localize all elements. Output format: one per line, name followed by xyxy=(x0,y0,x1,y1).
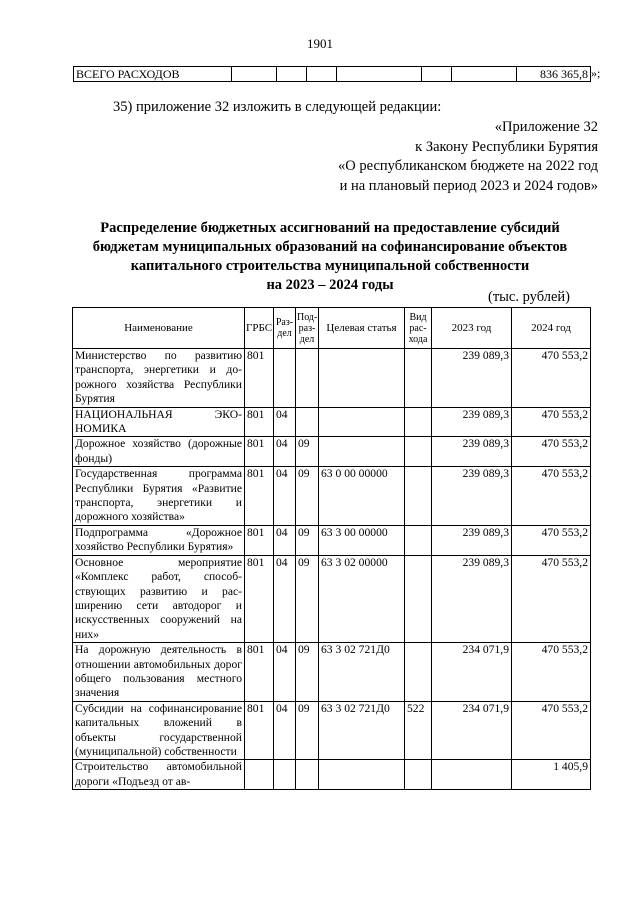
previous-table-fragment xyxy=(73,66,591,82)
row-podrazdel xyxy=(296,349,319,408)
row-name: Субсидии на софинансирование капитальных вложений в объекты государственной (муниципальной) собственности xyxy=(73,701,245,760)
row-podrazdel: 09 xyxy=(296,643,319,702)
table-row xyxy=(73,407,591,437)
row-target: 63 3 00 00000 xyxy=(319,525,405,555)
row-2023: 239 089,3 xyxy=(432,467,512,526)
total-label: ВСЕГО РАСХОДОВ xyxy=(74,67,232,82)
row-name: Дорожное хозяйство (дорожные фонды) xyxy=(73,437,245,467)
row-2024: 470 553,2 xyxy=(512,701,591,760)
table-row xyxy=(73,760,591,790)
row-podrazdel xyxy=(296,407,319,437)
row-name: Подпрограмма «Дорожное хозяйство Республики Бурятия» xyxy=(73,525,245,555)
row-razdel: 04 xyxy=(274,437,296,467)
table-row xyxy=(73,349,591,408)
total-value: 836 365,8 xyxy=(517,67,591,82)
col-2024: 2024 год xyxy=(512,308,591,349)
row-vid: 522 xyxy=(405,701,432,760)
row-2024: 470 553,2 xyxy=(512,437,591,467)
total-row xyxy=(74,67,591,82)
row-2023: 239 089,3 xyxy=(432,437,512,467)
title-line-1: Распределение бюджетных ассигнований на предоставление субсидий xyxy=(100,220,560,236)
row-podrazdel: 09 xyxy=(296,467,319,526)
row-grbs: 801 xyxy=(245,437,274,467)
col-podrazdel: Под-раз-дел xyxy=(296,308,319,349)
title-line-3: капитального строительства муниципальной собственности xyxy=(130,258,530,274)
row-name: Строительство автомобильной дороги «Подъезд от ав- xyxy=(73,760,245,790)
row-vid xyxy=(405,467,432,526)
table-row xyxy=(73,555,591,642)
col-2023: 2023 год xyxy=(432,308,512,349)
table-header-row xyxy=(73,308,591,349)
row-2024: 1 405,9 xyxy=(512,760,591,790)
appendix-line-1: «Приложение 32 xyxy=(494,119,598,135)
units-label: (тыс. рублей) xyxy=(488,289,570,305)
table-row xyxy=(73,643,591,702)
row-2023 xyxy=(432,760,512,790)
row-grbs: 801 xyxy=(245,643,274,702)
row-target xyxy=(319,349,405,408)
table-row xyxy=(73,525,591,555)
appendix-line-4: и на плановый период 2023 и 2024 годов» xyxy=(339,177,598,194)
row-name: Государственная программа Республики Бурятия «Развитие транспорта, энергетики и дорожного хозяйства» xyxy=(73,467,245,526)
row-vid xyxy=(405,349,432,408)
row-podrazdel: 09 xyxy=(296,525,319,555)
col-target: Целевая статья xyxy=(319,308,405,349)
row-target: 63 3 02 721Д0 xyxy=(319,701,405,760)
row-podrazdel: 09 xyxy=(296,437,319,467)
row-grbs: 801 xyxy=(245,407,274,437)
row-2024: 470 553,2 xyxy=(512,349,591,408)
row-grbs: 801 xyxy=(245,555,274,642)
row-razdel: 04 xyxy=(274,643,296,702)
row-podrazdel: 09 xyxy=(296,555,319,642)
row-name: Основное мероприятие «Комплекс работ, способствующих развитию и расширению сети автодорог и искусственных сооружений на них» xyxy=(73,555,245,642)
row-target xyxy=(319,407,405,437)
row-target: 63 3 02 00000 xyxy=(319,555,405,642)
row-2024: 470 553,2 xyxy=(512,467,591,526)
row-target xyxy=(319,437,405,467)
row-2023: 239 089,3 xyxy=(432,349,512,408)
allocation-table xyxy=(72,307,591,790)
page-number: 1901 xyxy=(307,36,333,51)
title-line-4: на 2023 – 2024 годы xyxy=(266,277,394,293)
row-grbs: 801 xyxy=(245,467,274,526)
row-razdel: 04 xyxy=(274,467,296,526)
row-name: НАЦИОНАЛЬНАЯ ЭКОНОМИКА xyxy=(73,407,245,437)
row-razdel: 04 xyxy=(274,407,296,437)
row-grbs: 801 xyxy=(245,349,274,408)
row-2024: 470 553,2 xyxy=(512,643,591,702)
appendix-line-2: к Закону Республики Бурятия xyxy=(415,138,598,155)
row-vid xyxy=(405,760,432,790)
row-razdel: 04 xyxy=(274,701,296,760)
table-row xyxy=(73,437,591,467)
appendix-header xyxy=(338,118,598,196)
row-target xyxy=(319,760,405,790)
title-line-2: бюджетам муниципальных образований на софинансирование объектов xyxy=(92,239,568,255)
row-name: Министерство по развитию транспорта, энергетики и дорожного хозяйства Республики Бурятия xyxy=(73,349,245,408)
row-grbs xyxy=(245,760,274,790)
row-2023: 239 089,3 xyxy=(432,525,512,555)
row-razdel: 04 xyxy=(274,525,296,555)
row-razdel xyxy=(274,760,296,790)
row-vid xyxy=(405,437,432,467)
row-vid xyxy=(405,525,432,555)
col-grbs: ГРБС xyxy=(245,308,274,349)
appendix-line-3: «О республиканском бюджете на 2022 год xyxy=(338,158,598,174)
row-razdel: 04 xyxy=(274,555,296,642)
row-target: 63 3 02 721Д0 xyxy=(319,643,405,702)
row-vid xyxy=(405,555,432,642)
row-grbs: 801 xyxy=(245,701,274,760)
row-2024: 470 553,2 xyxy=(512,407,591,437)
row-2023: 239 089,3 xyxy=(432,407,512,437)
row-podrazdel xyxy=(296,760,319,790)
col-vid: Вид рас-хода xyxy=(405,308,432,349)
row-name: На дорожную деятельность в отношении автомобильных дорог общего пользования местного значения xyxy=(73,643,245,702)
row-2023: 239 089,3 xyxy=(432,555,512,642)
row-2024: 470 553,2 xyxy=(512,525,591,555)
row-vid xyxy=(405,407,432,437)
row-vid xyxy=(405,643,432,702)
col-name: Наименование xyxy=(73,308,245,349)
col-razdel: Раз-дел xyxy=(274,308,296,349)
row-2023: 234 071,9 xyxy=(432,701,512,760)
amendment-paragraph: 35) приложение 32 изложить в следующей редакции: xyxy=(113,99,442,115)
closing-quote: »; xyxy=(591,66,601,80)
table-row xyxy=(73,701,591,760)
row-razdel xyxy=(274,349,296,408)
row-target: 63 0 00 00000 xyxy=(319,467,405,526)
row-2024: 470 553,2 xyxy=(512,555,591,642)
table-row xyxy=(73,467,591,526)
row-podrazdel: 09 xyxy=(296,701,319,760)
row-grbs: 801 xyxy=(245,525,274,555)
row-2023: 234 071,9 xyxy=(432,643,512,702)
document-title xyxy=(60,219,600,295)
